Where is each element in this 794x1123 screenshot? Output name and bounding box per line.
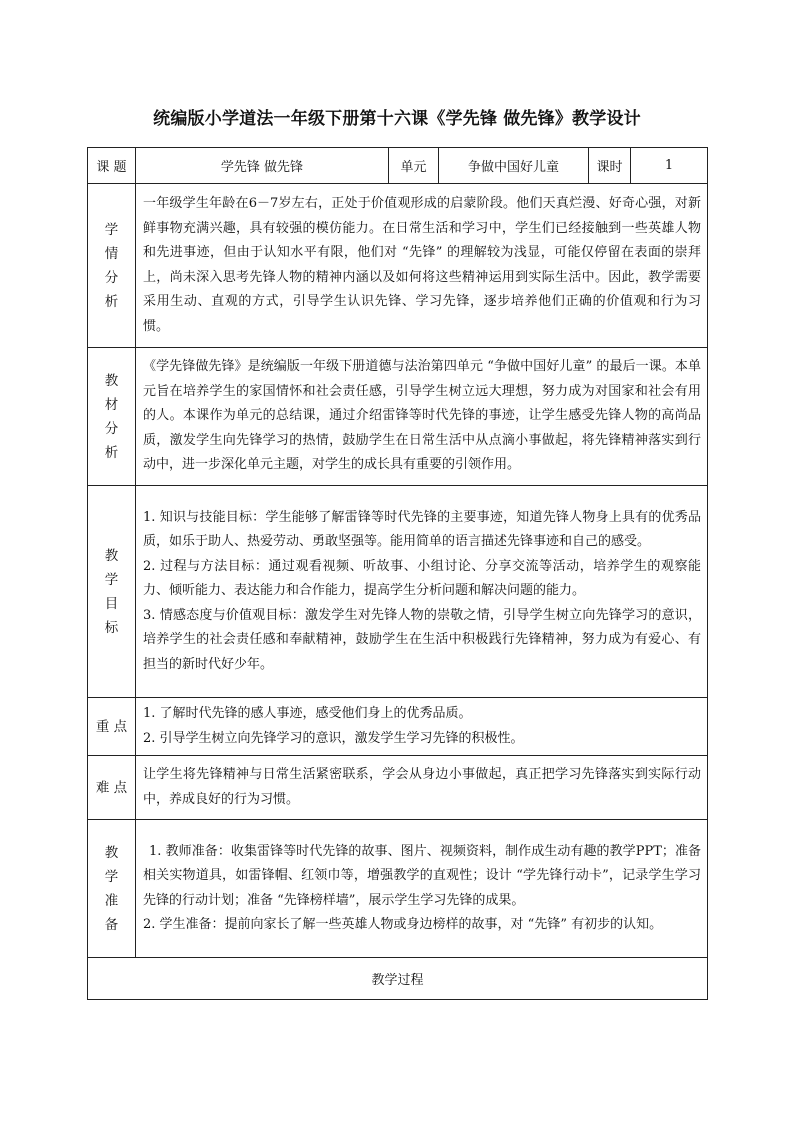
preparation-label: 教学 准备: [88, 820, 136, 958]
goal-item: 2. 过程与方法目标：通过观看视频、听故事、小组讨论、分享交流等活动，培养学生的观察能力、倾听能力、表达能力和合作能力，提高学生分析问题和解决问题的能力。: [143, 558, 701, 599]
student-analysis-text: 一年级学生年龄在6－7岁左右，正处于价值观形成的启蒙阶段。他们天真烂漫、好奇心强，对新鲜事物充满兴趣，具有较强的模仿能力。在日常生活和学习中，学生们已经接触到一些英雄人物和先进事迹，但由于认知水平有限，他们对 “先锋” 的理解较为浅显，可能仅停留在表面的崇拜上，尚未深入思考先锋人物的精神内涵以及如何将这些精神运用到实际生活中。因此，教学需要采用生动、直观的方式，引导学生认识先锋、学习先锋，逐步培养他们正确的价值观和行为习惯。: [136, 184, 708, 348]
student-analysis-row: [88, 184, 708, 348]
header-row: [88, 148, 708, 184]
preparation-item: 1. 教师准备：收集雷锋等时代先锋的故事、图片、视频资料，制作成生动有趣的教学PPT；准备相关实物道具，如雷锋帽、红领巾等，增强教学的直观性；设计 “学先锋行动卡”，记录学生学习先锋的行动计划；准备 “先锋榜样墙”，展示学生学习先锋的成果。: [143, 843, 701, 908]
unit-label: 单元: [389, 148, 439, 184]
key-points-text: [136, 698, 708, 756]
goals-row: [88, 486, 708, 698]
student-analysis-label: 学情 分析: [88, 184, 136, 348]
period-value: 1: [631, 148, 708, 184]
material-analysis-label: 教材 分析: [88, 348, 136, 486]
goal-item: 1. 知识与技能目标：学生能够了解雷锋等时代先锋的主要事迹，知道先锋人物身上具有的优秀品质，如乐于助人、热爱劳动、勇敢坚强等。能用简单的语言描述先锋事迹和自己的感受。: [143, 509, 701, 550]
difficulties-row: [88, 756, 708, 820]
key-points-row: [88, 698, 708, 756]
key-point-item: 1. 了解时代先锋的感人事迹，感受他们身上的优秀品质。: [143, 706, 472, 721]
key-points-label: 重 点: [88, 698, 136, 756]
difficulties-text: 让学生将先锋精神与日常生活紧密联系，学会从身边小事做起，真正把学习先锋落实到实际行动中，养成良好的行为习惯。: [136, 756, 708, 820]
difficulties-label: 难 点: [88, 756, 136, 820]
goals-label: 教学 目标: [88, 486, 136, 698]
goals-text: [136, 486, 708, 698]
course-label: 课 题: [88, 148, 136, 184]
period-label: 课时: [589, 148, 631, 184]
key-point-item: 2. 引导学生树立向先锋学习的意识，激发学生学习先锋的积极性。: [143, 730, 524, 746]
goal-item: 3. 情感态度与价值观目标：激发学生对先锋人物的崇敬之情，引导学生树立向先锋学习的意识，培养学生的社会责任感和奉献精神，鼓励学生在生活中积极践行先锋精神，努力成为有爱心、有担当的新时代好少年。: [143, 607, 701, 672]
lesson-plan-table: [87, 147, 708, 1000]
course-value: 学先锋 做先锋: [136, 148, 389, 184]
unit-value: 争做中国好儿童: [439, 148, 589, 184]
preparation-text: [136, 820, 708, 958]
process-heading: 教学过程: [88, 958, 708, 1000]
preparation-row: [88, 820, 708, 958]
preparation-item: 2. 学生准备：提前向家长了解一些英雄人物或身边榜样的故事，对 “先锋” 有初步的认知。: [143, 917, 663, 932]
process-row: [88, 958, 708, 1000]
document-title: 统编版小学道法一年级下册第十六课《学先锋 做先锋》教学设计: [153, 109, 641, 129]
material-analysis-row: [88, 348, 708, 486]
material-analysis-text: 《学先锋做先锋》是统编版一年级下册道德与法治第四单元 “争做中国好儿童” 的最后一课。本单元旨在培养学生的家国情怀和社会责任感，引导学生树立远大理想，努力成为对国家和社会有用的人。本课作为单元的总结课，通过介绍雷锋等时代先锋的事迹，让学生感受先锋人物的高尚品质，激发学生向先锋学习的热情，鼓励学生在日常生活中从点滴小事做起，将先锋精神落实到行动中，进一步深化单元主题，对学生的成长具有重要的引领作用。: [136, 348, 708, 486]
